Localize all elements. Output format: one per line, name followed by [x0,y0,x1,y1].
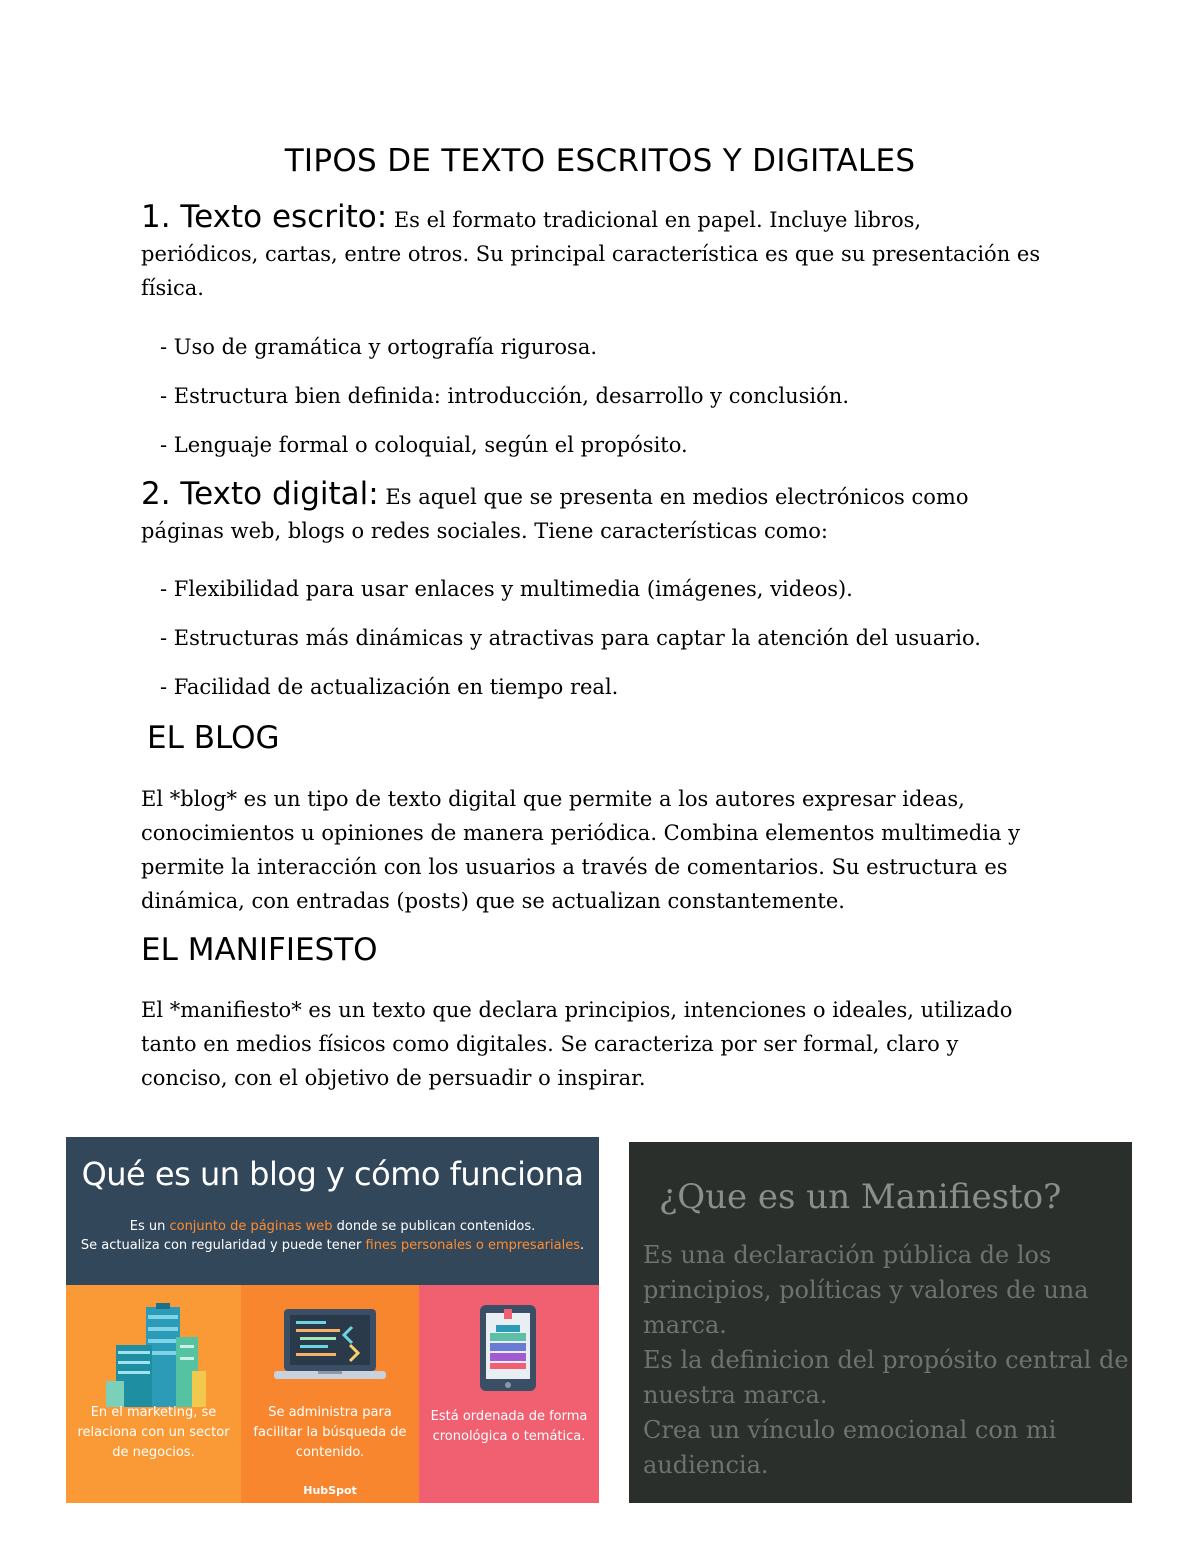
paragraph-line: física. [141,276,204,300]
bullet-item: - Uso de gramática y ortografía rigurosa. [160,335,598,359]
tablet-icon [474,1303,544,1393]
section-digital-heading: 2. Texto digital: [141,476,379,512]
manifesto-heading: EL MANIFIESTO [141,932,378,968]
manifesto-image-line: marca. [643,1311,727,1339]
blog-paragraph [141,782,1071,918]
blog-heading: EL BLOG [147,720,280,756]
manifesto-image [629,1142,1132,1503]
bullet-item: - Estructuras más dinámicas y atractivas para captar la atención del usuario. [160,626,981,650]
infographic-column-chronological [419,1285,599,1503]
infographic-column-marketing [66,1285,241,1503]
paragraph-line: Es aquel que se presenta en medios electrónicos como [378,485,969,509]
manifesto-image-body [643,1238,1128,1483]
manifesto-image-line: audiencia. [643,1451,769,1479]
bullet-item: - Facilidad de actualización en tiempo real. [160,675,619,699]
subtitle-text: Es un [129,1219,170,1234]
manifesto-image-line: Crea un vínculo emocional con mi [643,1416,1057,1444]
section-written-text [141,200,1071,305]
paragraph-line: conciso, con el objetivo de persuadir o inspirar. [141,1066,646,1090]
column-caption: Está ordenada de forma cronológica o temática. [430,1409,588,1444]
paragraph-line: Es el formato tradicional en papel. Incluye libros, [387,208,922,232]
subtitle-highlight: conjunto de páginas web [169,1219,333,1234]
paragraph-line: páginas web, blogs o redes sociales. Tiene características como: [141,519,829,543]
subtitle-text: Se actualiza con regularidad y puede tener [80,1238,366,1253]
manifesto-paragraph [141,993,1071,1095]
buildings-icon [96,1301,216,1411]
document-title: TIPOS DE TEXTO ESCRITOS Y DIGITALES [284,143,916,179]
section-digital-text [141,477,1071,548]
laptop-code-icon [270,1307,390,1397]
manifesto-image-line: nuestra marca. [643,1381,828,1409]
paragraph-line: El *manifiesto* es un texto que declara principios, intenciones o ideales, utilizado [141,998,1013,1022]
paragraph-line: tanto en medios físicos como digitales. Se caracteriza por ser formal, claro y [141,1032,959,1056]
column-caption: Se administra para facilitar la búsqueda de contenido. [253,1405,407,1460]
column-caption: En el marketing, se relaciona con un sector de negocios. [77,1405,230,1460]
paragraph-line: periódicos, cartas, entre otros. Su principal característica es que su presentación es [141,242,1041,266]
bullet-item: - Estructura bien definida: introducción, desarrollo y conclusión. [160,384,849,408]
bullet-item: - Lenguaje formal o coloquial, según el propósito. [160,433,688,457]
manifesto-image-title: ¿Que es un Manifiesto? [659,1177,1062,1217]
paragraph-line: conocimientos u opiniones de manera periódica. Combina elementos multimedia y [141,821,1021,845]
section-written-heading: 1. Texto escrito: [141,199,388,235]
paragraph-line: permite la interacción con los usuarios a través de comentarios. Su estructura es [141,855,1008,879]
manifesto-image-line: Es la definicion del propósito central de [643,1346,1129,1374]
manifesto-image-line: Es una declaración pública de los [643,1241,1052,1269]
paragraph-line: El *blog* es un tipo de texto digital que permite a los autores expresar ideas, [141,787,965,811]
hubspot-logo: HubSpot [303,1484,357,1497]
infographic-title: Qué es un blog y cómo funciona [81,1155,584,1193]
manifesto-image-line: principios, políticas y valores de una [643,1276,1089,1304]
paragraph-line: dinámica, con entradas (posts) que se actualizan constantemente. [141,889,845,913]
infographic-column-admin [241,1285,419,1503]
infographic-subtitle-line [66,1238,599,1253]
subtitle-highlight: fines personales o empresariales [365,1238,580,1253]
blog-infographic [66,1137,599,1503]
bullet-item: - Flexibilidad para usar enlaces y multimedia (imágenes, videos). [160,577,853,601]
infographic-subtitle-line [66,1219,599,1234]
subtitle-text: . [579,1238,585,1253]
subtitle-text: donde se publican contenidos. [332,1219,536,1234]
